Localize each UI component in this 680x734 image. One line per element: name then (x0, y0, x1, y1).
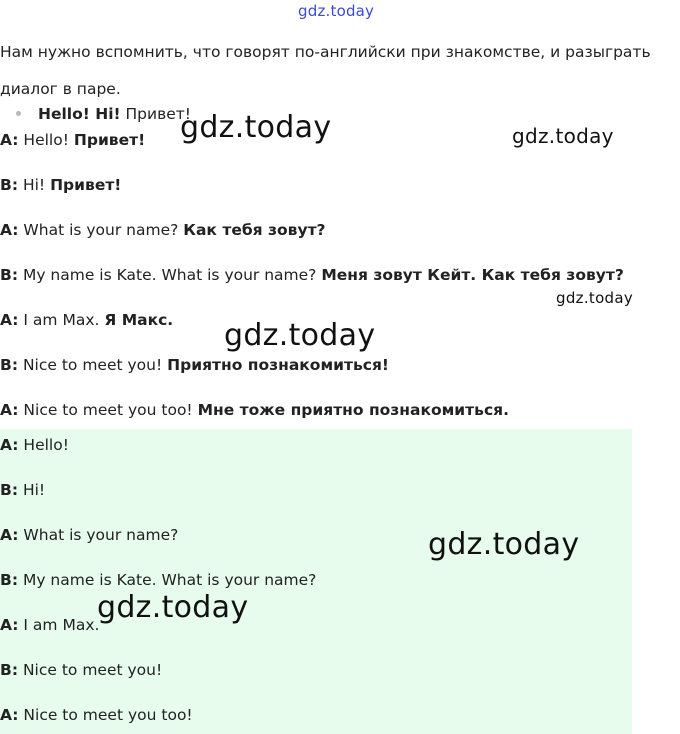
english-text: Nice to meet you too! (23, 706, 193, 724)
watermark: gdz.today (97, 590, 249, 625)
russian-text: Как тебя зовут? (183, 221, 326, 239)
watermark: gdz.today (428, 527, 580, 562)
answer-line (0, 661, 162, 679)
dialog-line (0, 311, 173, 329)
dialog-line (0, 401, 509, 419)
task-intro: Нам нужно вспомнить, что говорят по-английски при знакомстве, и разыграть диалог в паре. (0, 43, 651, 98)
speaker-label: A: (0, 616, 19, 634)
dialog-line (0, 131, 145, 149)
speaker-label: A: (0, 311, 19, 329)
watermark: gdz.today (556, 289, 634, 307)
bullet-icon (16, 111, 21, 116)
english-text: My name is Kate. What is your name? (22, 571, 317, 589)
english-text: Nice to meet you too! (23, 401, 193, 419)
watermark: gdz.today (224, 318, 376, 353)
dialog-line (0, 266, 624, 284)
speaker-label: B: (0, 356, 19, 374)
bullet-text: Привет! (125, 105, 192, 123)
english-text: My name is Kate. What is your name? (22, 266, 317, 284)
answer-line (0, 481, 45, 499)
russian-text: Мне тоже приятно познакомиться. (197, 401, 509, 419)
answer-line (0, 571, 316, 589)
speaker-label: A: (0, 131, 19, 149)
english-text: Hello! (23, 131, 69, 149)
english-text: Hi! (22, 481, 46, 499)
answer-line (0, 436, 69, 454)
watermark: gdz.today (512, 124, 614, 148)
dialog-line (0, 356, 389, 374)
russian-text: Привет! (73, 131, 146, 149)
dialog-line (0, 221, 326, 239)
watermark: gdz.today (180, 110, 332, 145)
english-text: Nice to meet you! (22, 661, 163, 679)
english-text: I am Max. (23, 311, 100, 329)
russian-text: Я Макс. (104, 311, 174, 329)
english-text: I am Max. (23, 616, 100, 634)
bullet-item (16, 105, 191, 123)
russian-text: Привет! (50, 176, 122, 194)
bullet-bold-text: Hello! Hi! (38, 105, 121, 123)
speaker-label: A: (0, 401, 19, 419)
russian-text: Приятно познакомиться! (167, 356, 389, 374)
answer-line (0, 616, 99, 634)
speaker-label: B: (0, 176, 19, 194)
dialog-line (0, 176, 121, 194)
russian-text: Меня зовут Кейт. Как тебя зовут? (321, 266, 624, 284)
site-logo[interactable]: gdz.today (298, 2, 375, 20)
english-text: What is your name? (23, 221, 179, 239)
speaker-label: B: (0, 661, 19, 679)
answer-line (0, 526, 178, 544)
speaker-label: A: (0, 706, 19, 724)
english-text: Nice to meet you! (22, 356, 163, 374)
speaker-label: A: (0, 526, 19, 544)
speaker-label: B: (0, 481, 19, 499)
answer-line (0, 706, 193, 724)
speaker-label: A: (0, 436, 19, 454)
speaker-label: B: (0, 571, 19, 589)
english-text: Hello! (23, 436, 69, 454)
speaker-label: A: (0, 221, 19, 239)
english-text: Hi! (22, 176, 46, 194)
speaker-label: B: (0, 266, 19, 284)
english-text: What is your name? (23, 526, 179, 544)
